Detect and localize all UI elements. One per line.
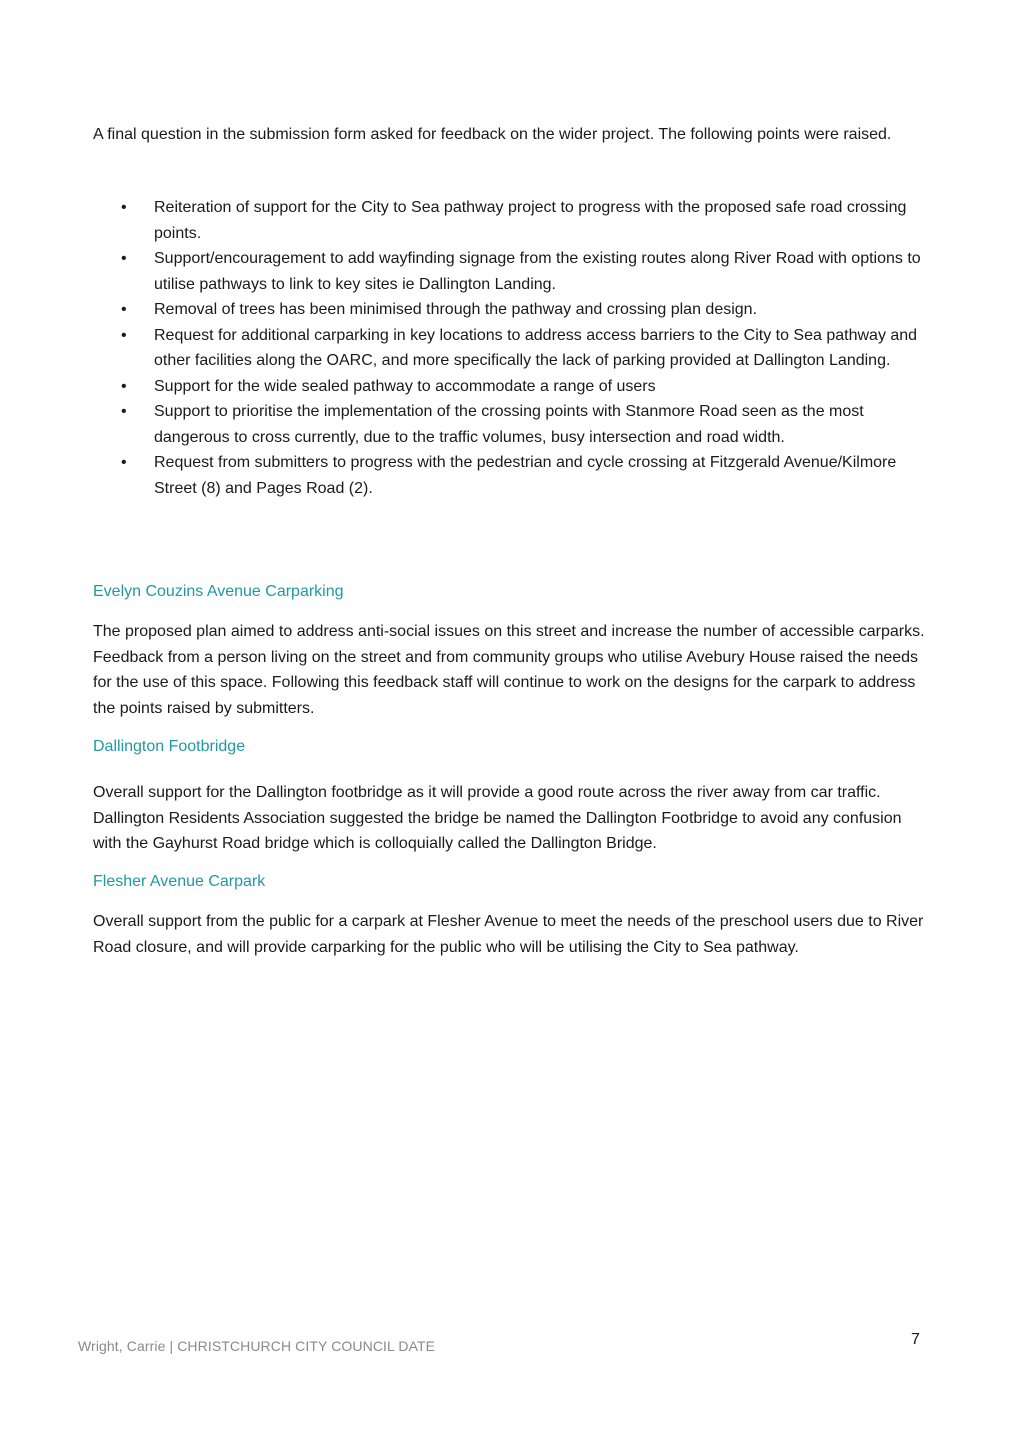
bullet-icon: •: [121, 454, 127, 471]
bullet-icon: •: [121, 377, 127, 395]
bullet-icon: •: [121, 301, 127, 318]
list-item-text: Support for the wide sealed pathway to accommodate a range of users: [154, 377, 656, 395]
section-heading-dallington-footbridge: Dallington Footbridge: [93, 738, 246, 755]
intro-paragraph: A final question in the submission form asked for feedback on the wider project. The following points were raised.: [93, 126, 892, 143]
bullet-icon: •: [121, 403, 127, 420]
list-item: [93, 246, 933, 297]
list-item: [93, 195, 933, 246]
list-item: [93, 374, 933, 400]
bullet-icon: •: [121, 199, 127, 216]
section-heading-evelyn-couzins: Evelyn Couzins Avenue Carparking: [93, 583, 344, 600]
section-heading-flesher-avenue: Flesher Avenue Carpark: [93, 873, 266, 890]
list-item-text: Support to prioritise the implementation of the crossing points with Stanmore Road seen as the most dangerous to cross currently, due to the traffic volumes, busy intersection and road width.: [154, 403, 864, 446]
bullet-icon: •: [121, 326, 127, 344]
list-item-text: Request for additional carparking in key locations to address access barriers to the City to Sea pathway and other facilities along the OARC, and more specifically the lack of parking provided at Dallington Landing.: [154, 326, 918, 369]
list-item: [93, 297, 933, 323]
page-number: 7: [911, 1331, 920, 1348]
section-text-dallington-footbridge: Overall support for the Dallington footbridge as it will provide a good route across the river away from car traffic. Dallington Residents Association suggested the bridge be named the Dallington Footbridge to avoid any confusion with the Gayhurst Road bridge which is colloquially called the Dallington Bridge.: [93, 784, 902, 852]
list-item: [93, 323, 933, 374]
page-footer: Wright, Carrie | CHRISTCHURCH CITY COUNCIL DATE: [78, 1338, 436, 1354]
feedback-bullet-list: [93, 195, 933, 501]
section-text-flesher-avenue: Overall support from the public for a carpark at Flesher Avenue to meet the needs of the preschool users due to River Road closure, and will provide carparking for the public who will be utilising the City to Sea pathway.: [93, 913, 924, 956]
list-item-text: Support/encouragement to add wayfinding signage from the existing routes along River Road with options to utilise pathways to link to key sites ie Dallington Landing.: [154, 250, 921, 293]
list-item: [93, 450, 933, 501]
list-item-text: Request from submitters to progress with the pedestrian and cycle crossing at Fitzgerald Avenue/Kilmore Street (8) and Pages Road (2).: [154, 454, 897, 497]
bullet-icon: •: [121, 250, 127, 267]
list-item: [93, 399, 933, 450]
list-item-text: Removal of trees has been minimised through the pathway and crossing plan design.: [154, 301, 758, 318]
list-item-text: Reiteration of support for the City to Sea pathway project to progress with the proposed safe road crossing points.: [154, 199, 907, 242]
section-text-evelyn-couzins: The proposed plan aimed to address anti-social issues on this street and increase the number of accessible carparks. Feedback from a person living on the street and from community groups who utilise Avebury House raised the needs for the use of this space. Following this feedback staff will continue to work on the designs for the carpark to address the points raised by submitters.: [93, 623, 925, 717]
